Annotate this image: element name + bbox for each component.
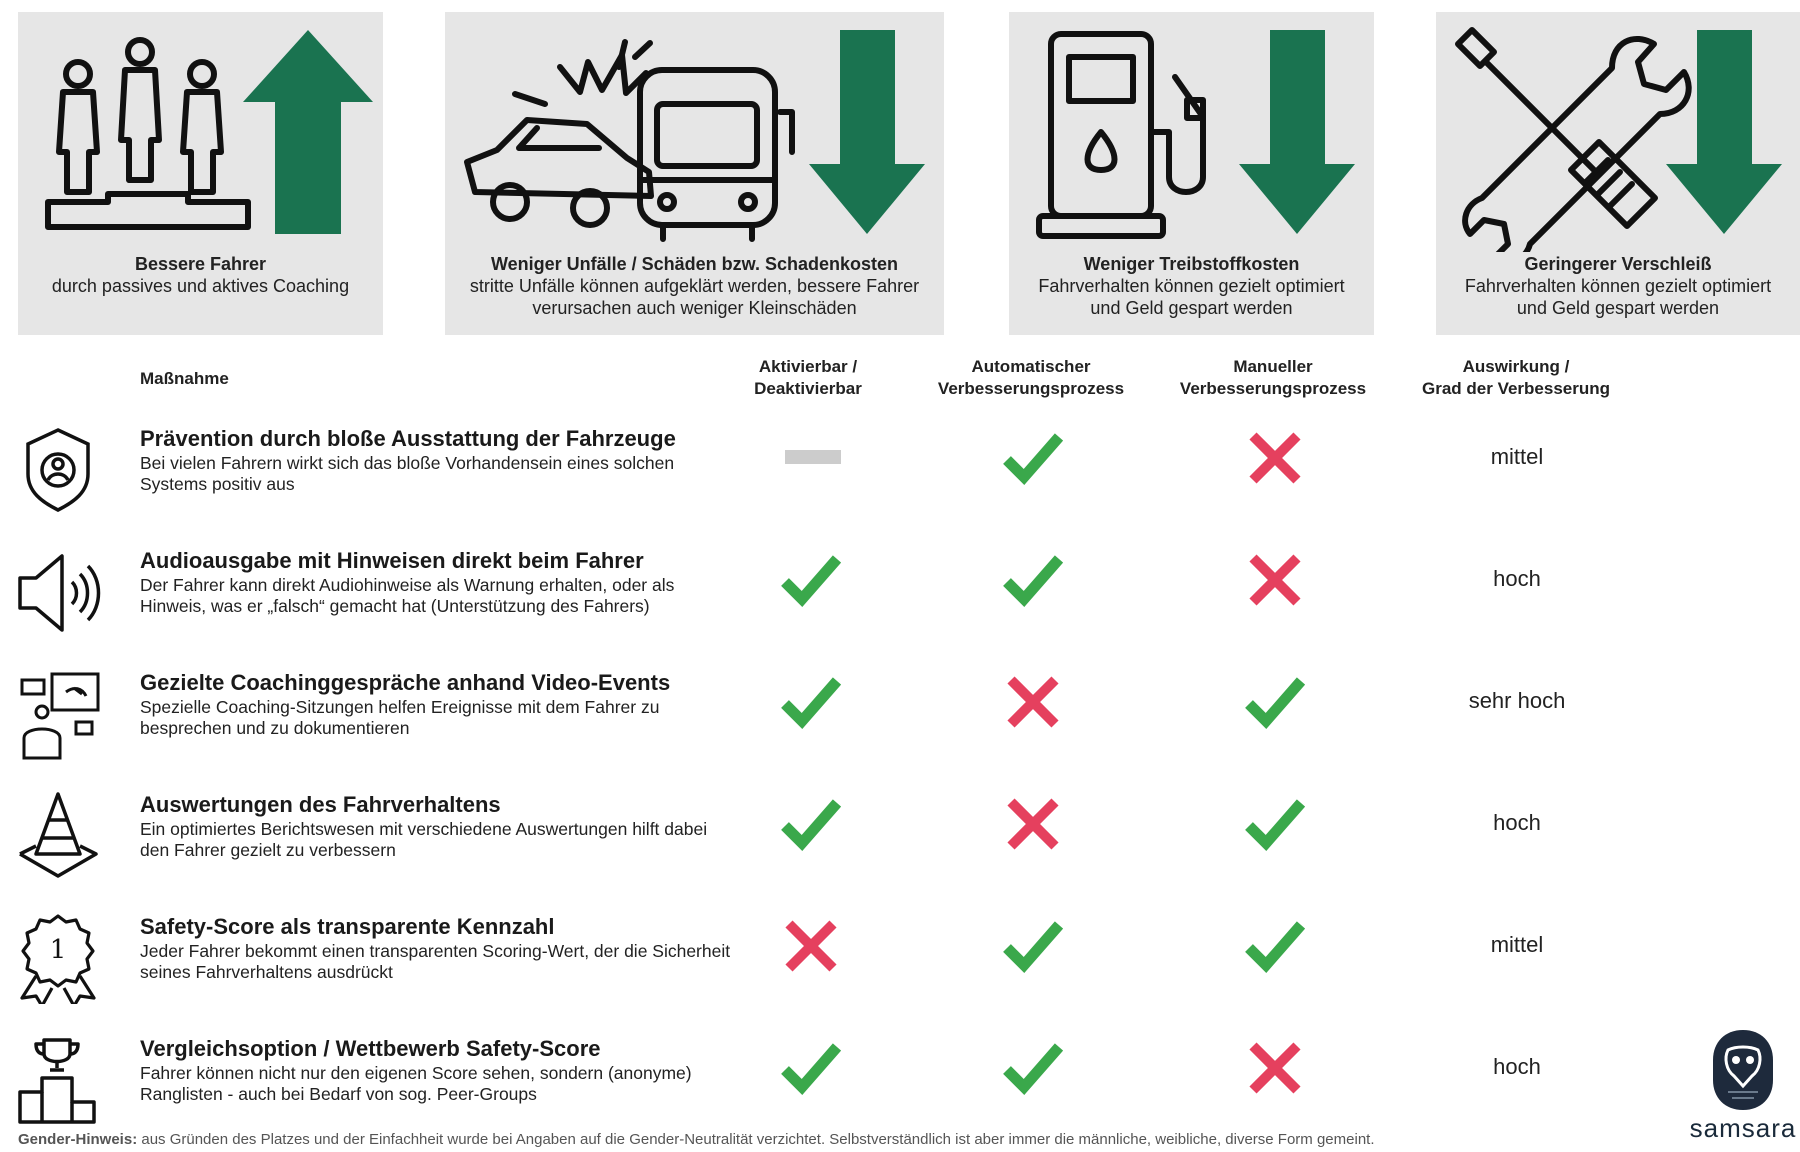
traffic-cone-icon (14, 792, 104, 882)
cell-manual (1227, 670, 1317, 734)
gender-note-label: Gender-Hinweis: (18, 1131, 138, 1148)
table-row (0, 914, 1800, 1024)
cell-manual (1227, 426, 1317, 490)
header-toggle (708, 356, 908, 400)
trophy-podium-icon (14, 1036, 104, 1126)
dash-icon (781, 430, 841, 486)
header-auto (916, 356, 1146, 400)
check-icon (1003, 552, 1063, 608)
car-bus-crash-icon (445, 12, 944, 252)
arrow-up-icon (243, 30, 373, 234)
check-icon (781, 674, 841, 730)
header-measure: Maßnahme (140, 369, 229, 388)
header-manual (1158, 356, 1388, 400)
wrench-screwdriver-icon (1436, 12, 1800, 252)
benefit-caption (1009, 253, 1374, 319)
shield-user-icon (14, 426, 104, 516)
table-row (0, 426, 1800, 536)
gender-note (18, 1131, 1375, 1148)
cell-toggle (763, 548, 853, 612)
header-line: Aktivierbar / (758, 357, 858, 376)
gender-note-text: aus Gründen des Platzes und der Einfachheit wurde bei Angaben auf die Gender-Neutralität verzichtet. Selbstverständlich ist aber immer die männliche, weibliche, diverse Form gemeint. (137, 1131, 1375, 1148)
impact-value: hoch (1493, 1054, 1541, 1079)
cell-manual (1227, 1036, 1317, 1100)
cell-auto (985, 426, 1075, 490)
impact-value: mittel (1490, 932, 1544, 957)
cross-icon (1003, 674, 1063, 730)
row-title: Audioausgabe mit Hinweisen direkt beim Fahrer (140, 548, 644, 573)
check-icon (781, 552, 841, 608)
podium-people-icon (18, 12, 383, 252)
benefit-title: Geringerer Verschleiß (1524, 254, 1712, 274)
cell-toggle (763, 670, 853, 734)
cell-auto (985, 548, 1075, 612)
fuel-pump-icon (1009, 12, 1374, 252)
cell-manual (1227, 914, 1317, 978)
benefit-desc: Fahrverhalten können gezielt optimiert und Geld gespart werden (1038, 276, 1345, 318)
header-line: Manueller (1233, 357, 1313, 376)
row-desc: Jeder Fahrer bekommt einen transparenten Scoring-Wert, der die Sicherheit seines Fahrverhaltens ausdrückt (140, 941, 731, 982)
check-icon (1003, 1040, 1063, 1096)
brand-name: samsara (1689, 1113, 1797, 1143)
cell-manual (1227, 792, 1317, 856)
coaching-presentation-icon (14, 670, 104, 760)
benefit-caption (1436, 253, 1800, 319)
cell-toggle (763, 792, 853, 856)
cell-auto (985, 670, 1075, 734)
arrow-down-icon (1239, 30, 1355, 234)
header-line: Auswirkung / (1462, 357, 1570, 376)
badge-number-glyph: 1 (49, 935, 67, 965)
cell-manual (1227, 548, 1317, 612)
table-row (0, 548, 1800, 658)
cell-auto (985, 1036, 1075, 1100)
cross-icon (1245, 430, 1305, 486)
row-desc: Ein optimiertes Berichtswesen mit verschiedene Auswertungen hilft dabei den Fahrer gezielt zu verbessern (140, 819, 708, 860)
cross-icon (1245, 1040, 1305, 1096)
cell-auto (985, 914, 1075, 978)
check-icon (1245, 674, 1305, 730)
row-title: Safety-Score als transparente Kennzahl (140, 914, 555, 939)
brand-logo (1686, 1028, 1800, 1144)
impact-value: mittel (1490, 444, 1544, 469)
row-desc: Bei vielen Fahrern wirkt sich das bloße Vorhandensein eines solchen Systems positiv aus (140, 453, 675, 494)
check-icon (1003, 430, 1063, 486)
cell-auto (985, 792, 1075, 856)
header-line: Verbesserungsprozess (1179, 379, 1367, 398)
impact-value: hoch (1493, 810, 1541, 835)
row-desc: Fahrer können nicht nur den eigenen Score sehen, sondern (anonyme) Ranglisten - auch bei Bedarf von sog. Peer-Groups (140, 1063, 692, 1104)
benefit-desc: durch passives und aktives Coaching (51, 276, 350, 296)
check-icon (1245, 796, 1305, 852)
owl-logo-icon (1710, 1028, 1776, 1112)
check-icon (781, 1040, 841, 1096)
arrow-down-icon (809, 30, 925, 234)
benefit-desc: stritte Unfälle können aufgeklärt werden, bessere Fahrer verursachen auch weniger Kleinschäden (469, 276, 920, 318)
impact-value: hoch (1493, 566, 1541, 591)
row-title: Vergleichsoption / Wettbewerb Safety-Score (140, 1036, 601, 1061)
cross-icon (1003, 796, 1063, 852)
table-row (0, 792, 1800, 902)
cross-icon (781, 918, 841, 974)
header-impact (1386, 356, 1646, 400)
benefit-title: Bessere Fahrer (134, 254, 267, 274)
speaker-icon (14, 548, 104, 638)
benefit-desc: Fahrverhalten können gezielt optimiert und Geld gespart werden (1464, 276, 1772, 318)
cross-icon (1245, 552, 1305, 608)
cell-toggle (763, 914, 853, 978)
benefit-title: Weniger Treibstoffkosten (1083, 254, 1300, 274)
benefit-panel-wear (1436, 12, 1800, 335)
row-title: Prävention durch bloße Ausstattung der Fahrzeuge (140, 426, 676, 451)
row-title: Auswertungen des Fahrverhaltens (140, 792, 501, 817)
cell-toggle (763, 426, 853, 490)
row-title: Gezielte Coachinggespräche anhand Video-Events (140, 670, 671, 695)
cell-toggle (763, 1036, 853, 1100)
award-badge-icon (14, 914, 104, 1004)
header-line: Verbesserungsprozess (937, 379, 1125, 398)
benefit-title: Weniger Unfälle / Schäden bzw. Schadenkosten (490, 254, 899, 274)
benefit-panel-drivers (18, 12, 383, 335)
arrow-down-icon (1666, 30, 1782, 234)
check-icon (1003, 918, 1063, 974)
benefit-panel-accidents (445, 12, 944, 335)
check-icon (1245, 918, 1305, 974)
table-row (0, 670, 1800, 780)
row-desc: Spezielle Coaching-Sitzungen helfen Ereignisse mit dem Fahrer zu besprechen und zu dokumentieren (140, 697, 660, 738)
benefit-caption (445, 253, 944, 319)
benefit-caption (18, 253, 383, 297)
check-icon (781, 796, 841, 852)
header-line: Grad der Verbesserung (1421, 379, 1611, 398)
row-desc: Der Fahrer kann direkt Audiohinweise als Warnung erhalten, oder als Hinweis, was er „falsch“ gemacht hat (Unterstützung des Fahrers) (140, 575, 675, 616)
header-line: Deaktivierbar (754, 379, 862, 398)
table-row (0, 1036, 1800, 1146)
header-line: Automatischer (971, 357, 1091, 376)
impact-value: sehr hoch (1468, 688, 1566, 713)
benefit-panel-fuel (1009, 12, 1374, 335)
